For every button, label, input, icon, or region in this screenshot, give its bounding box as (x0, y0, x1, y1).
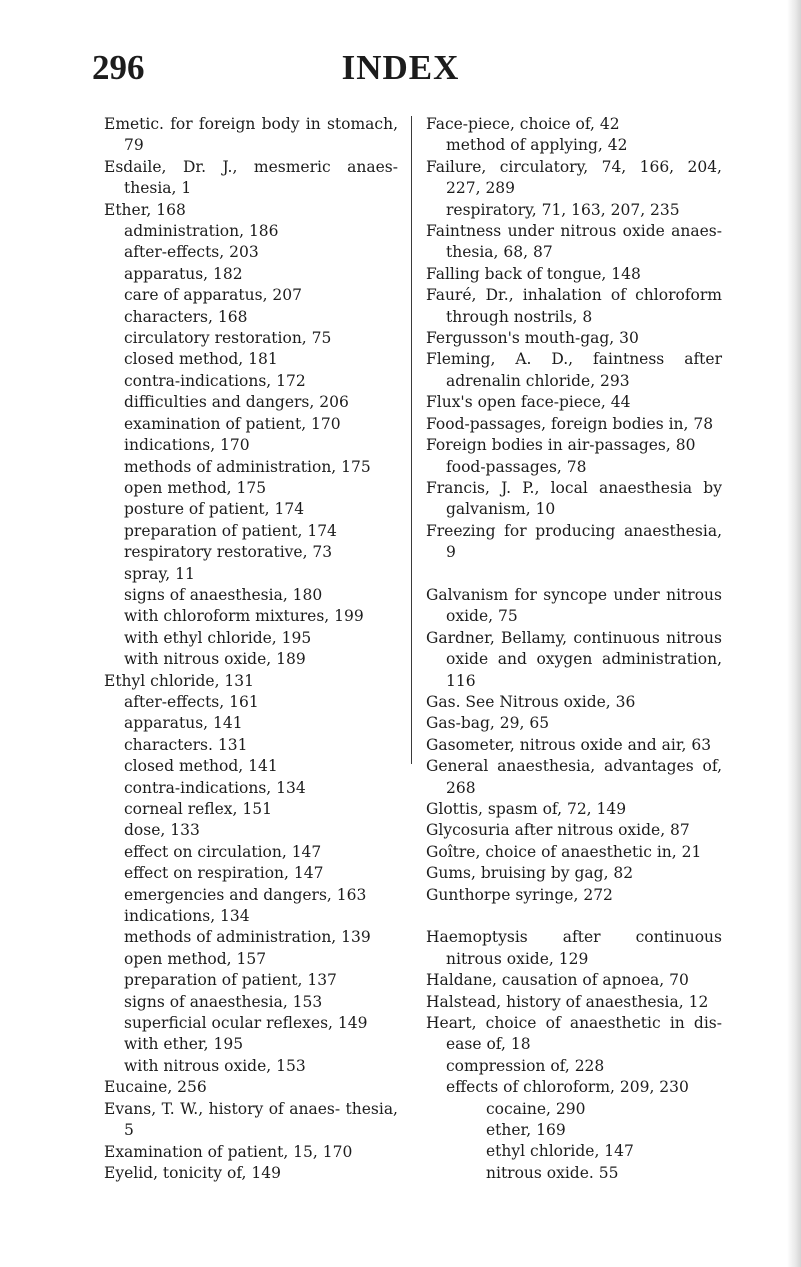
index-subentry: signs of anaesthesia, 153 (124, 992, 323, 1011)
index-entry: Failure, circulatory, 74, 166, 204, 227, 289 (426, 157, 722, 198)
index-entry: Halstead, history of anaesthesia, 12 (426, 992, 709, 1011)
index-subentry: emergencies and dangers, 163 (124, 885, 367, 904)
index-entry: Esdaile, Dr. J., mesmeric anaes- thesia, 1 (104, 157, 398, 198)
index-column-right (426, 114, 722, 1184)
index-subentry: characters. 131 (124, 735, 248, 754)
index-entry: Emetic. for foreign body in stomach, 79 (104, 115, 398, 155)
index-subentry: contra-indications, 172 (124, 371, 306, 390)
index-subentry: ether, 169 (486, 1121, 566, 1140)
index-subentry: nitrous oxide. 55 (486, 1163, 619, 1182)
index-subentry: corneal reflex, 151 (124, 800, 272, 818)
index-entry: Fleming, A. D., faintness after adrenalin chloride, 293 (426, 350, 722, 390)
index-subentry: indications, 170 (124, 436, 250, 455)
index-subentry: respiratory restorative, 73 (124, 543, 333, 562)
index-subentry: method of applying, 42 (446, 136, 628, 155)
index-entry: Galvanism for syncope under nitrous oxide, 75 (426, 585, 722, 626)
page-number: 296 (92, 48, 145, 87)
index-subentry: effect on respiration, 147 (124, 864, 324, 883)
index-entry: Fergusson's mouth-gag, 30 (426, 329, 639, 348)
index-subentry: examination of patient, 170 (124, 414, 341, 433)
index-entry: Examination of patient, 15, 170 (104, 1142, 353, 1161)
index-entry: Gas. See Nitrous oxide, 36 (426, 692, 636, 711)
index-entry: Eyelid, tonicity of, 149 (104, 1163, 281, 1182)
index-subentry: characters, 168 (124, 307, 248, 326)
index-entry: Fauré, Dr., inhalation of chloroform through nostrils, 8 (426, 286, 722, 326)
index-entry: Francis, J. P., local anaesthesia by galvanism, 10 (426, 478, 722, 519)
index-entry: Goître, choice of anaesthetic in, 21 (426, 842, 702, 861)
index-subentry: contra-indications, 134 (124, 778, 306, 797)
index-subentry: spray, 11 (124, 564, 195, 583)
page-header (0, 46, 801, 90)
index-column-left (104, 114, 398, 1184)
index-subentry: with ether, 195 (124, 1035, 244, 1054)
index-subentry: posture of patient, 174 (124, 500, 305, 519)
index-entry: Face-piece, choice of, 42 (426, 115, 620, 133)
index-entry: Faintness under nitrous oxide anaes- thesia, 68, 87 (426, 222, 722, 262)
column-divider (411, 116, 412, 764)
index-subentry: dose, 133 (124, 821, 200, 840)
index-entry: Eucaine, 256 (104, 1078, 207, 1097)
index-subentry: cocaine, 290 (486, 1099, 586, 1118)
index-subentry: with nitrous oxide, 153 (124, 1056, 306, 1075)
index-entry: Freezing for producing anaesthesia, 9 (426, 521, 722, 562)
index-subentry: circulatory restoration, 75 (124, 329, 332, 348)
index-entry: Gunthorpe syringe, 272 (426, 885, 613, 904)
index-subentry: indications, 134 (124, 907, 250, 926)
index-subentry: preparation of patient, 137 (124, 971, 337, 990)
index-subentry: with ethyl chloride, 195 (124, 628, 312, 647)
index-subentry: respiratory, 71, 163, 207, 235 (446, 200, 680, 219)
index-subentry: care of apparatus, 207 (124, 286, 303, 305)
index-subentry: with chloroform mixtures, 199 (124, 607, 364, 626)
index-subentry: with nitrous oxide, 189 (124, 650, 306, 669)
index-entry: Gardner, Bellamy, continuous nitrous oxide and oxygen administration, 116 (426, 628, 722, 690)
index-entry: General anaesthesia, advantages of, 268 (426, 757, 722, 797)
index-entry: Ether, 168 (104, 200, 186, 219)
index-entry: Evans, T. W., history of anaes- thesia, 5 (104, 1099, 398, 1140)
index-entry: Gums, bruising by gag, 82 (426, 864, 634, 883)
index-subentry: open method, 175 (124, 478, 267, 497)
index-subentry: apparatus, 182 (124, 264, 243, 283)
index-entry: Falling back of tongue, 148 (426, 264, 641, 283)
index-entry: Foreign bodies in air-passages, 80 (426, 436, 696, 455)
index-entry: Haemoptysis after continuous nitrous oxide, 129 (426, 928, 722, 968)
index-entry: Ethyl chloride, 131 (104, 671, 255, 690)
index-subentry: after-effects, 161 (124, 692, 259, 711)
index-subentry: preparation of patient, 174 (124, 521, 337, 540)
index-entry: Gasometer, nitrous oxide and air, 63 (426, 735, 712, 754)
index-subentry: effect on circulation, 147 (124, 842, 322, 861)
index-entry: Food-passages, foreign bodies in, 78 (426, 414, 714, 433)
index-subentry: closed method, 181 (124, 350, 278, 369)
index-subentry: apparatus, 141 (124, 714, 243, 733)
index-subentry: signs of anaesthesia, 180 (124, 585, 323, 604)
index-subentry: methods of administration, 139 (124, 928, 371, 947)
index-entry: Haldane, causation of apnoea, 70 (426, 971, 689, 990)
index-subentry: open method, 157 (124, 949, 267, 968)
page-title: INDEX (341, 48, 460, 87)
index-subentry: administration, 186 (124, 222, 279, 241)
page-edge-shadow (787, 0, 801, 1267)
index-subentry: food-passages, 78 (446, 457, 587, 476)
index-subentry: effects of chloroform, 209, 230 (446, 1078, 689, 1097)
index-subentry: ethyl chloride, 147 (486, 1142, 634, 1161)
index-subentry: closed method, 141 (124, 757, 278, 776)
index-entry: Flux's open face-piece, 44 (426, 393, 631, 412)
index-entry: Heart, choice of anaesthetic in dis- ease of, 18 (426, 1014, 722, 1054)
index-subentry: after-effects, 203 (124, 243, 259, 262)
index-subentry: methods of administration, 175 (124, 457, 371, 476)
index-subentry: compression of, 228 (446, 1056, 605, 1075)
index-entry: Glycosuria after nitrous oxide, 87 (426, 821, 690, 840)
index-entry: Glottis, spasm of, 72, 149 (426, 799, 627, 818)
index-subentry: difficulties and dangers, 206 (124, 393, 349, 412)
index-entry: Gas-bag, 29, 65 (426, 714, 550, 733)
index-subentry: superficial ocular reflexes, 149 (124, 1014, 368, 1033)
